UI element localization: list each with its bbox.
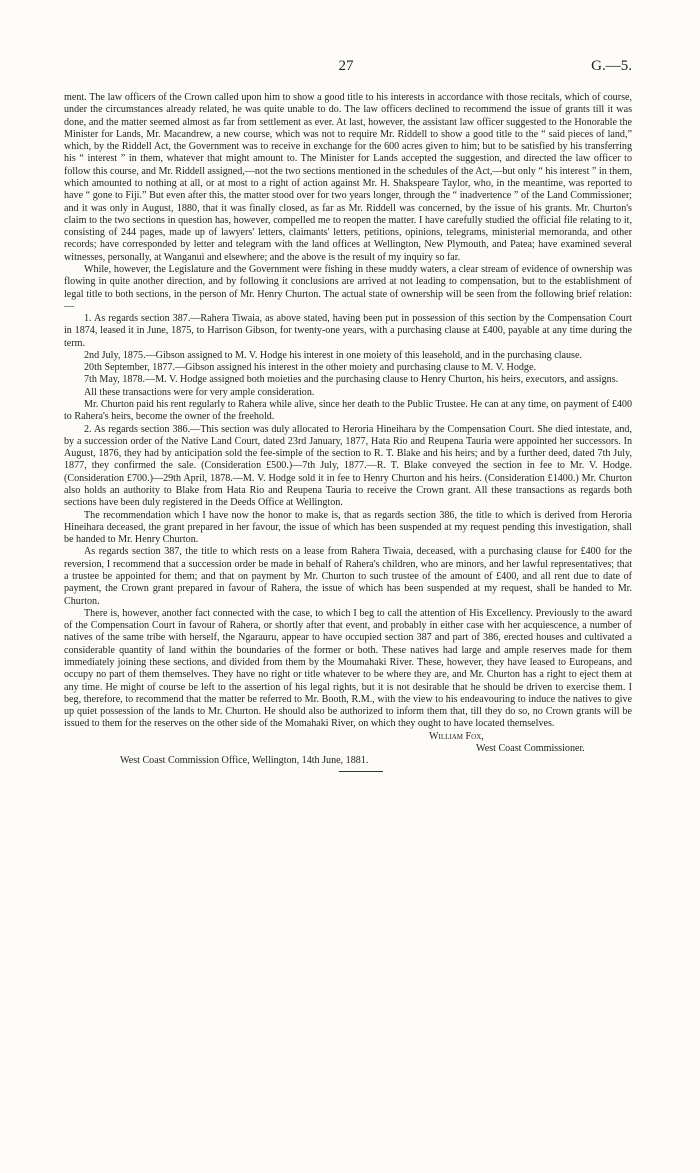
paragraph: While, however, the Legislature and the Government were fishing in these muddy waters, a clear stream of evidence of ownership was flowing in quite another direction, and by following it conclusions are arrived at not leading to compensation, but to the establishment of legal title to both sections, in the person of Mr. Henry Churton. The actual state of ownership will be seen from the following brief relation:— xyxy=(64,263,632,312)
page-number: 27 xyxy=(338,58,354,74)
signature-name: William Fox, xyxy=(429,730,484,742)
paragraph: Mr. Churton paid his rent regularly to Rahera while alive, since her death to the Public Trustee. He can at any time, on payment of £400 to Rahera's heirs, become the owner of the freehold. xyxy=(64,399,633,423)
paragraph: 2. As regards section 386.—This section was duly allocated to Heroria Hineihara by the Compensation Court. She died intestate, and, by a succession order of the Native Land Court, dated 23rd January, 1877, Hata Rio and Reupena Tauria were appointed her successors. In August, 1876, they had by anticipation sold the fee-simple of the section to R. T. Blake and his heirs; and by a further deed, dated 7th July, 1877, they confirmed the sale. (Consideration £500.)—7th July, 1877.—R. T. Blake conveyed the section in fee to Mr. V. Hodge. (Consideration £700.)—29th April, 1878.—M. V. Hodge sold it in fee to Henry Churton and his heirs. (Consideration £1400.) Mr. Churton also holds an authority to Blake from Hata Rio and Reupena Tauria to receive the Crown grant. All these transactions as regards both sections have been duly registered in the Deeds Office at Wellington. xyxy=(64,423,632,509)
series-number: G.—5. xyxy=(591,58,632,74)
paragraph: 20th September, 1877.—Gibson assigned his interest in the other moiety and purchasing clause to M. V. Hodge. xyxy=(84,362,536,374)
page-header xyxy=(60,58,632,78)
paragraph: As regards section 387, the title to which rests on a lease from Rahera Tiwaia, deceased, with a purchasing clause for £400 for the reversion, I recommend that a succession order be made in behalf of Rahera's children, who are minors, and her lawful representatives; that a trustee be appointed for them; and that on payment by Mr. Churton to such trustee of the amount of £400, and all rent due to date of payment, the Crown grant prepared in favour of Rahera, the issue of which has been suspended at my request, shall be handed to Mr. Churton. xyxy=(64,546,632,607)
paragraph: There is, however, another fact connected with the case, to which I beg to call the attention of His Excellency. Previously to the award of the Compensation Court in favour of Rahera, or shortly after that event, and probably in either case with her acquiescence, a number of natives of the same tribe with herself, the Ngarauru, appear to have occupied section 387 and part of 386, erected houses and cultivated a considerable quantity of land within the boundaries of the former or both. These natives had large and ample reserves made for them immediately joining these sections, and divided from them by the Moumahaki River. These, however, they have leased to Europeans, and occupy no part of them themselves. They have no right or title whatever to be where they are, and Mr. Churton has a right to eject them at any time. He might of course be left to the assertion of his legal rights, but it is not desirable that he should be driven to exercise them. I beg, therefore, to recommend that the matter be referred to Mr. Booth, R.M., with the view to his endeavouring to induce the natives to give up quiet possession of the lands to Mr. Churton. He should also be authorized to inform them that, till they do so, no Crown grants will be issued to them for the reserves on the other side of the Momahaki River, on which they ought to have located themselves. xyxy=(64,607,632,730)
paragraph: The recommendation which I have now the honor to make is, that as regards section 386, the title to which is derived from Heroria Hineihara deceased, the grant prepared in her favour, the issue of which has been suspended at my request pending this investigation, shall be handed to Mr. Henry Churton. xyxy=(64,509,632,546)
paragraph: 1. As regards section 387.—Rahera Tiwaia, as above stated, having been put in possession of this section by the Compensation Court in 1874, leased it in June, 1875, to Harrison Gibson, for twenty-one years, with a purchasing clause at £400, payable at any time during the term. xyxy=(64,313,632,349)
paragraph: 2nd July, 1875.—Gibson assigned to M. V. Hodge his interest in one moiety of this leasehold, and in the purchasing clause. xyxy=(84,349,582,361)
report-body xyxy=(64,92,632,772)
paragraph: ment. The law officers of the Crown called upon him to show a good title to his interests in accordance with those recitals, which of course, under the circumstances already related, he was quite unable to do. The law officers declined to recommend the issue of grants till it was done, and the matter seemed almost as far from settlement as ever. At last, however, the assistant law officer suggested to the Honorable the Minister for Lands, Mr. Macandrew, a new course, which was not to require Mr. Riddell to show a good title to the “ said pieces of land,” which, by the Riddell Act, the Government was to receive in exchange for the 600 acres given to him; but to be satisfied by his transferring his “ interest ” in them, whatever that might amount to. The Minister for Lands accepted the suggestion, and directed the law officer to follow this course, and Mr. Riddell assigned,—not the two sections mentioned in the schedules of the Act,—but only “ his interest ” in them, which amounted to nothing at all, or at most to a right of action against Mr. H. Shakspeare Taylor, who, in the meantime, was reported to have “ gone to Fiji.” But even after this, the matter stood over for two years longer, through the “ inadvertence ” of the Land Commissioner; and it was only in August, 1880, that it was finally closed, as far as Mr. Riddell was concerned, by the issue of his grants. Mr. Churton's claim to the two sections in question has, however, compelled me to reopen the matter. I have carefully studied the official file relating to it, consisting of 244 pages, made up of lawyers' letters, claimants' letters, petitions, opinions, telegrams, ministerial memoranda, and other records; have corresponded by letter and telegram with the land offices at Wellington, New Plymouth, and Patea; have examined several witnesses, personally, at Wanganui and elsewhere; and the above is the result of my inquiry so far. xyxy=(64,92,632,263)
closing-rule xyxy=(339,771,383,772)
paragraph: All these transactions were for very ample consideration. xyxy=(84,386,315,398)
dateline: West Coast Commission Office, Wellington, 14th June, 1881. xyxy=(120,755,369,767)
paragraph: 7th May, 1878.—M. V. Hodge assigned both moieties and the purchasing clause to Henry Churton, his heirs, executors, and assigns. xyxy=(84,374,619,386)
signature-title: West Coast Commissioner. xyxy=(476,742,585,754)
